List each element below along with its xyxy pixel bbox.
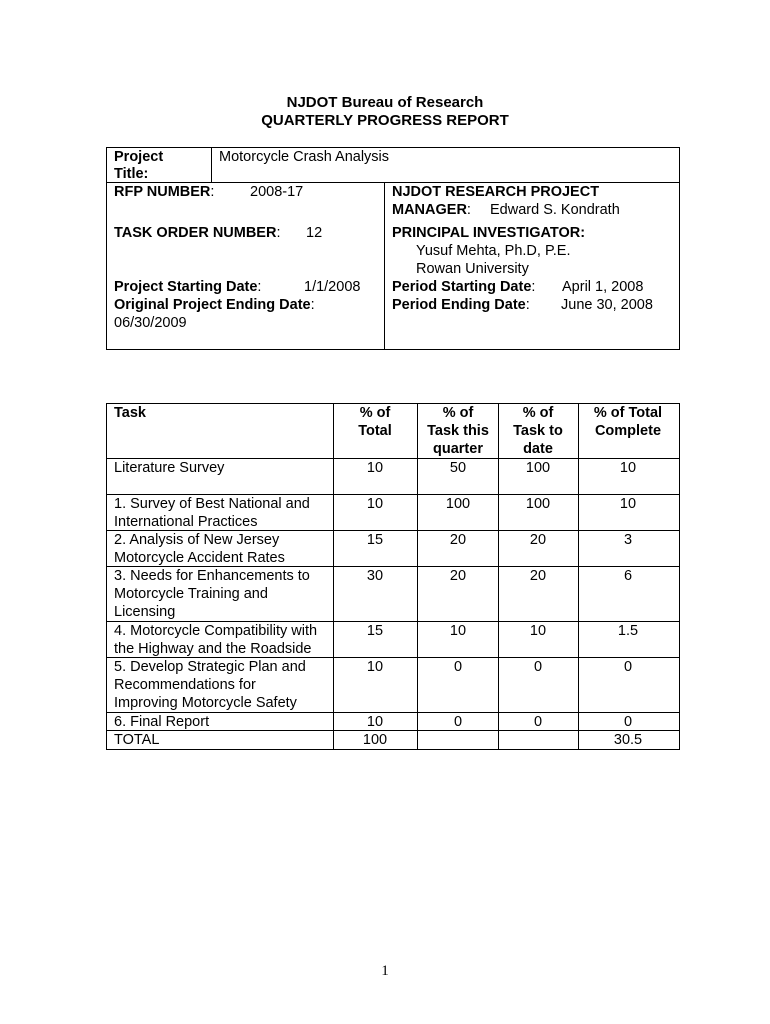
cell-pct-quarter: 100	[445, 496, 471, 512]
pi-name: Yusuf Mehta, Ph.D, P.E.	[416, 243, 571, 259]
cell-pct-quarter: 0	[453, 714, 463, 730]
column-header: date	[523, 441, 553, 457]
page-number: 1	[381, 963, 389, 979]
manager-label-line2: MANAGER	[392, 202, 467, 218]
column-header: Task to	[513, 423, 563, 439]
cell-pct-to-date: 20	[529, 568, 547, 584]
manager-name: Edward S. Kondrath	[490, 202, 620, 218]
period-end-row: Period Ending Date:	[392, 297, 530, 313]
column-header: % of Total	[593, 405, 663, 421]
column-header: Task this	[427, 423, 489, 439]
report-title: NJDOT Bureau of Research	[286, 94, 484, 111]
task-name: Licensing	[114, 604, 176, 620]
start-date-row: Project Starting Date:	[114, 279, 262, 295]
start-date-label: Project Starting Date	[114, 279, 258, 295]
rfp-number-value: 2008-17	[250, 184, 304, 200]
cell-pct-quarter: 20	[449, 532, 467, 548]
cell-pct-to-date: 100	[525, 460, 551, 476]
cell-pct-total: 10	[366, 496, 384, 512]
task-name: 1. Survey of Best National and	[114, 496, 310, 512]
pi-label: PRINCIPAL INVESTIGATOR:	[392, 225, 586, 241]
task-name: International Practices	[114, 514, 258, 530]
cell-pct-to-date: 0	[533, 659, 543, 675]
cell-pct-total: 10	[366, 460, 384, 476]
cell-pct-total: 10	[366, 714, 384, 730]
report-subtitle: QUARTERLY PROGRESS REPORT	[261, 112, 509, 129]
task-name: 4. Motorcycle Compatibility with	[114, 623, 318, 639]
task-name: 5. Develop Strategic Plan and	[114, 659, 306, 675]
cell-pct-quarter: 0	[453, 659, 463, 675]
project-title-label-line2: Title:	[114, 166, 149, 182]
cell-pct-total: 10	[366, 659, 384, 675]
task-name: Recommendations for	[114, 677, 256, 693]
cell-pct-complete: 0	[623, 659, 633, 675]
cell-pct-quarter: 10	[449, 623, 467, 639]
task-order-value: 12	[306, 225, 323, 241]
cell-pct-complete: 0	[623, 714, 633, 730]
period-start-value: April 1, 2008	[562, 279, 644, 295]
task-name: 2. Analysis of New Jersey	[114, 532, 280, 548]
task-name: 3. Needs for Enhancements to	[114, 568, 310, 584]
cell-pct-complete: 6	[623, 568, 633, 584]
period-start-row: Period Starting Date:	[392, 279, 536, 295]
cell-pct-complete: 3	[623, 532, 633, 548]
task-order-label: TASK ORDER NUMBER	[114, 225, 277, 241]
cell-pct-to-date: 10	[529, 623, 547, 639]
column-header: % of	[442, 405, 474, 421]
orig-end-value: 06/30/2009	[114, 315, 187, 331]
column-header-task: Task	[114, 405, 146, 421]
column-header: quarter	[433, 441, 483, 457]
pi-organization: Rowan University	[416, 261, 529, 277]
project-title-label: Project	[114, 149, 164, 165]
cell-pct-complete: 10	[619, 460, 637, 476]
period-end-value: June 30, 2008	[561, 297, 653, 313]
cell-pct-total: 15	[366, 532, 384, 548]
task-name: 6. Final Report	[114, 714, 210, 730]
cell-pct-quarter: 20	[449, 568, 467, 584]
rfp-number-row: RFP NUMBER:	[114, 184, 215, 200]
column-header: % of	[522, 405, 554, 421]
cell-pct-to-date: 20	[529, 532, 547, 548]
column-header: Total	[358, 423, 392, 439]
period-end-label: Period Ending Date	[392, 297, 526, 313]
cell-pct-total: 30	[366, 568, 384, 584]
rfp-number-label: RFP NUMBER	[114, 184, 211, 200]
cell-pct-complete: 10	[619, 496, 637, 512]
task-name: Motorcycle Training and	[114, 586, 268, 602]
manager-row: MANAGER:	[392, 202, 471, 218]
manager-label: NJDOT RESEARCH PROJECT	[392, 184, 600, 200]
cell-pct-total: 100	[362, 732, 388, 748]
cell-pct-complete: 30.5	[613, 732, 643, 748]
column-header: % of	[359, 405, 391, 421]
task-name: Literature Survey	[114, 460, 225, 476]
task-name: Motorcycle Accident Rates	[114, 550, 285, 566]
cell-pct-total: 15	[366, 623, 384, 639]
start-date-value: 1/1/2008	[304, 279, 361, 295]
task-order-row: TASK ORDER NUMBER:	[114, 225, 281, 241]
task-name: Improving Motorcycle Safety	[114, 695, 297, 711]
cell-pct-to-date: 0	[533, 714, 543, 730]
project-title-value: Motorcycle Crash Analysis	[219, 149, 390, 165]
period-start-label: Period Starting Date	[392, 279, 532, 295]
orig-end-row: Original Project Ending Date:	[114, 297, 315, 313]
task-name: the Highway and the Roadside	[114, 641, 312, 657]
cell-pct-to-date: 100	[525, 496, 551, 512]
cell-pct-quarter: 50	[449, 460, 467, 476]
task-name: TOTAL	[114, 732, 160, 748]
cell-pct-complete: 1.5	[617, 623, 639, 639]
orig-end-label: Original Project Ending Date	[114, 297, 311, 313]
column-header: Complete	[594, 423, 662, 439]
